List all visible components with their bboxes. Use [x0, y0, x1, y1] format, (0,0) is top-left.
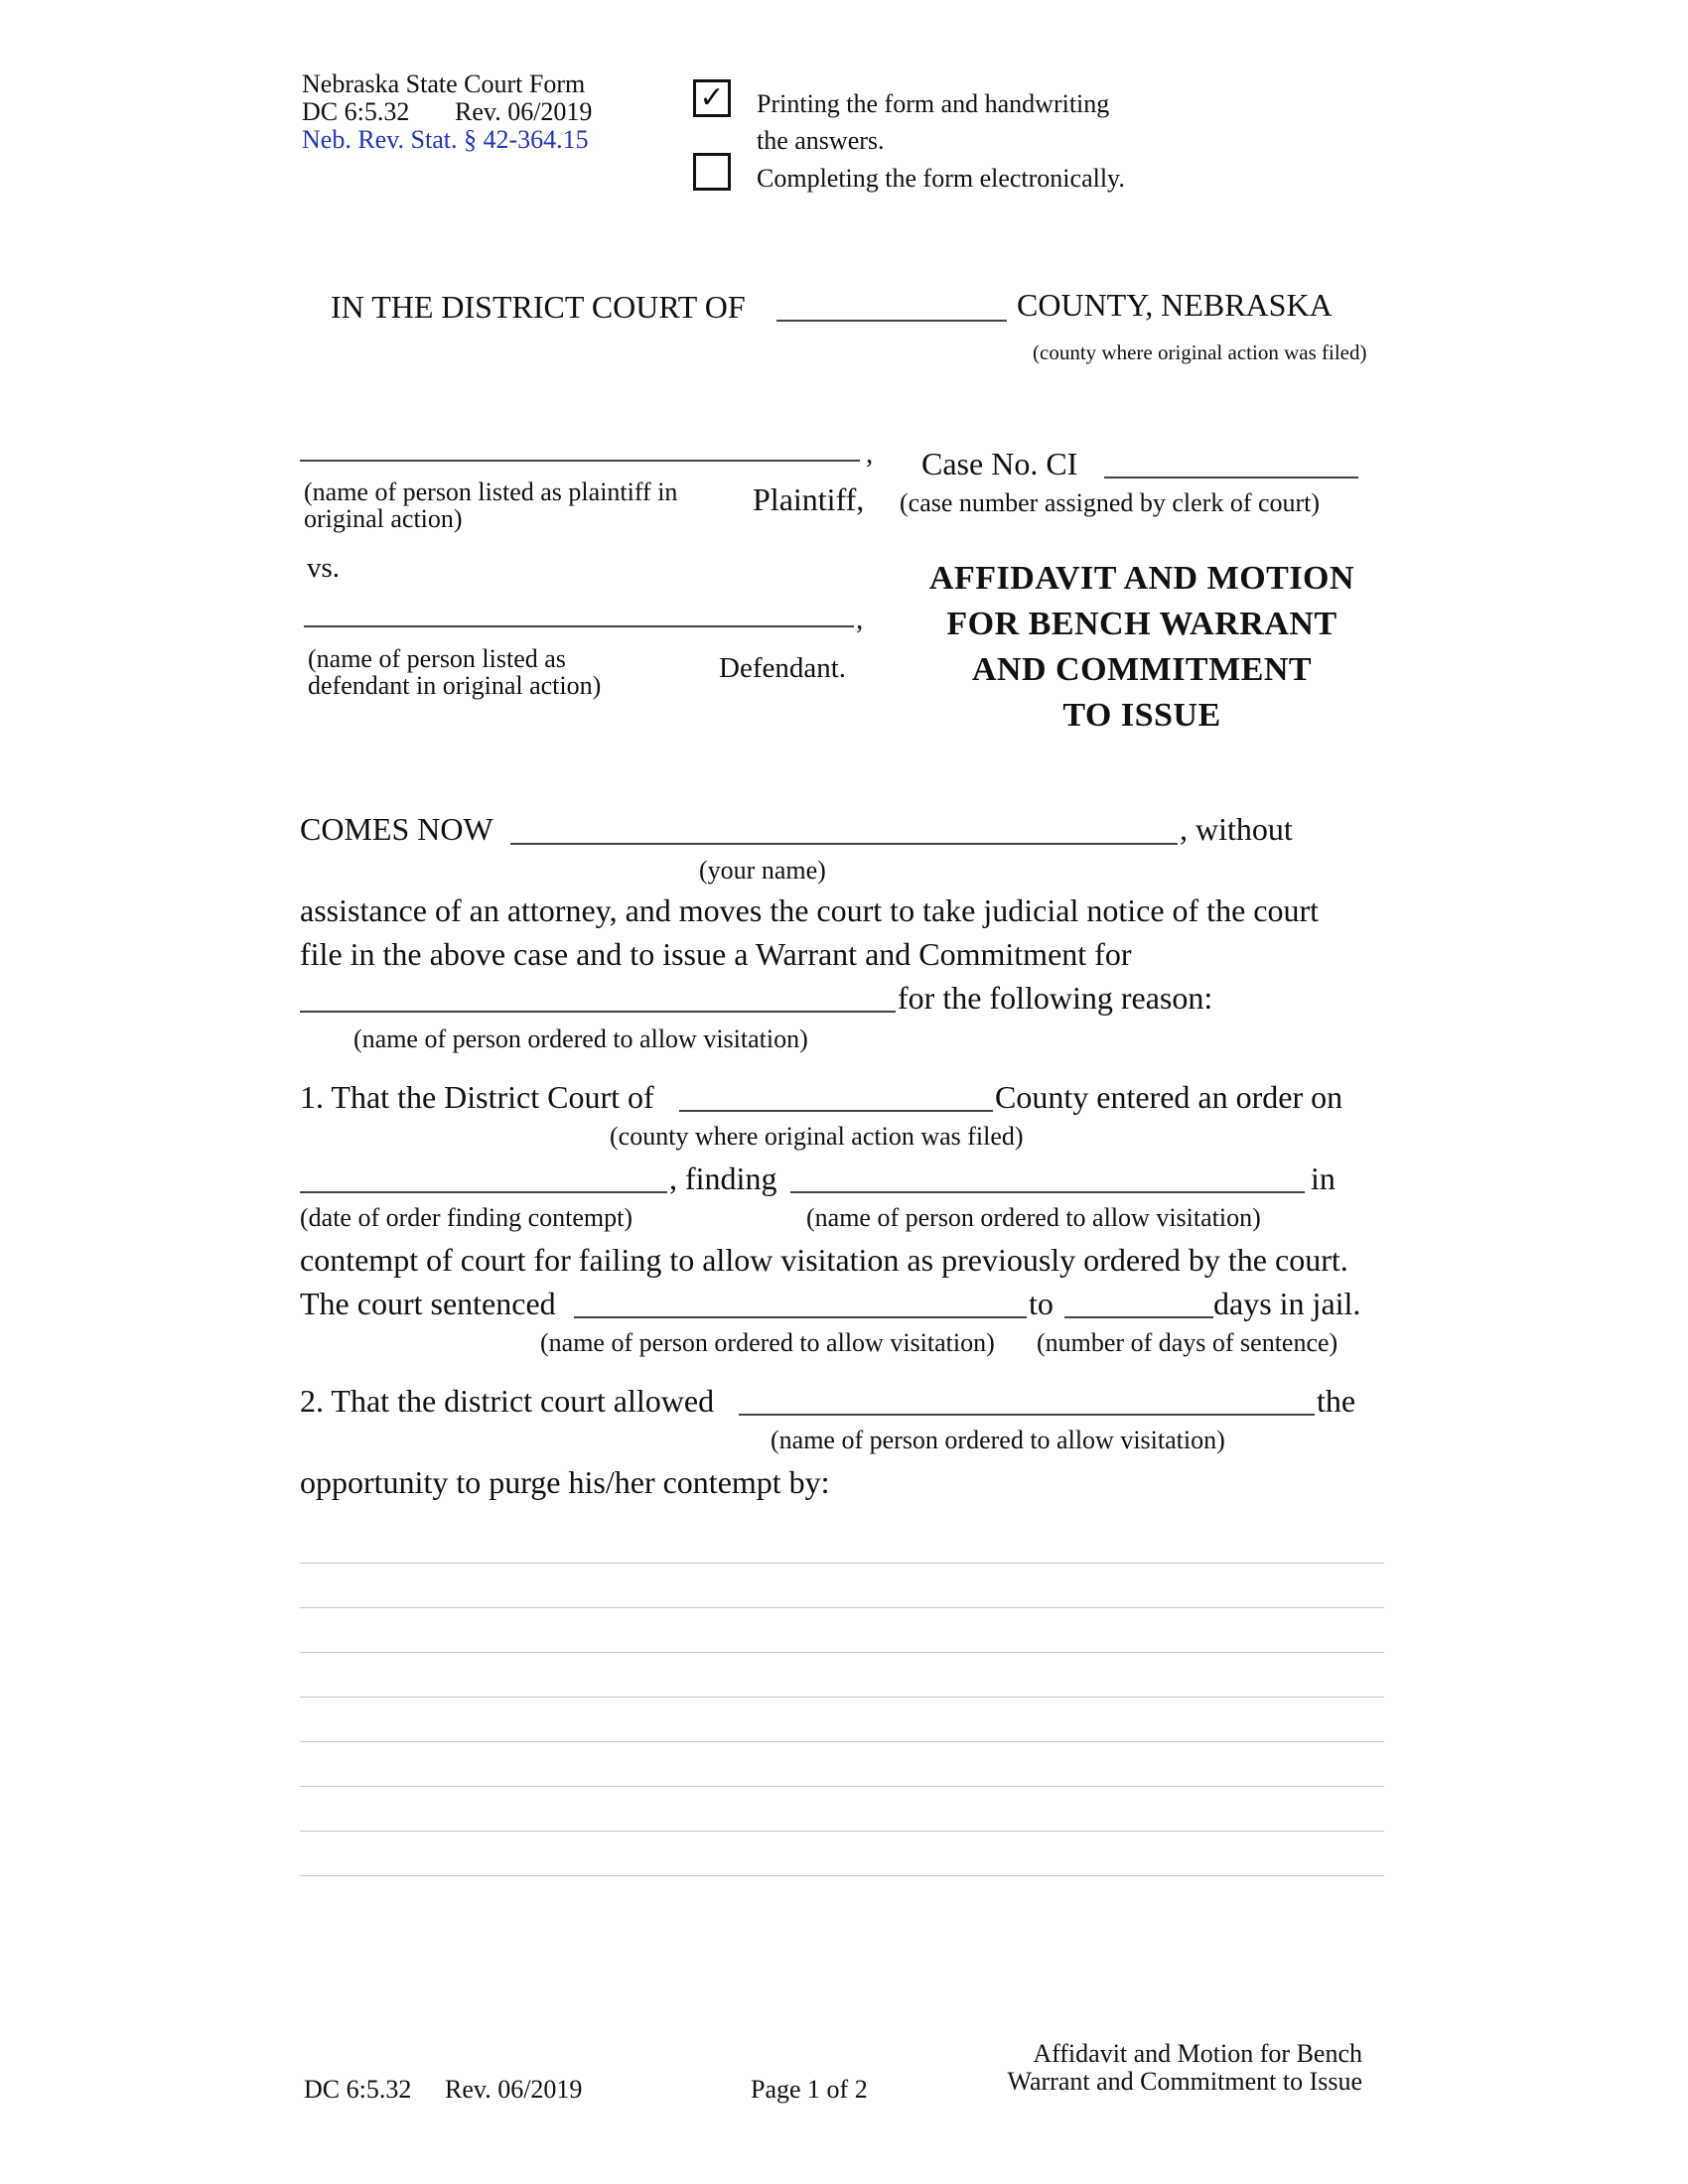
defendant-name-field[interactable]: [304, 625, 854, 627]
days-in-jail-label: days in jail.: [1213, 1286, 1361, 1321]
plaintiff-name-field[interactable]: [300, 460, 860, 462]
sentenced-label: The court sentenced: [300, 1286, 556, 1321]
footer-title-line-2: Warrant and Commitment to Issue: [1007, 2067, 1362, 2096]
without-label: , without: [1180, 811, 1293, 847]
to-label: to: [1029, 1286, 1054, 1321]
court-suffix: COUNTY, NEBRASKA: [1017, 287, 1333, 323]
electronic-checkbox[interactable]: [693, 153, 731, 191]
county-field[interactable]: [776, 320, 1007, 322]
county-hint: (county where original action was filed): [1033, 341, 1367, 364]
order-date-field[interactable]: [300, 1191, 667, 1193]
purge-person-field[interactable]: [739, 1414, 1315, 1416]
p1-start: 1. That the District Court of: [300, 1079, 654, 1115]
order-date-hint: (date of order finding contempt): [300, 1203, 633, 1232]
title-line: FOR BENCH WARRANT: [946, 606, 1337, 642]
write-line[interactable]: [300, 1607, 1384, 1608]
form-code: DC 6:5.32: [302, 97, 410, 126]
warrant-person-field[interactable]: [300, 1011, 896, 1013]
plaintiff-hint: (name of person listed as plaintiff in original action): [304, 478, 678, 533]
purge-label: opportunity to purge his/her contempt by:: [300, 1464, 830, 1500]
purge-person-hint: (name of person ordered to allow visitation): [771, 1426, 1225, 1454]
days-field[interactable]: [1064, 1316, 1213, 1318]
statute-link[interactable]: Neb. Rev. Stat. § 42-364.15: [302, 125, 589, 154]
p1-county-entered: County entered an order on: [995, 1079, 1343, 1115]
case-number-field[interactable]: [1104, 477, 1358, 478]
sentenced-person-field[interactable]: [574, 1316, 1027, 1318]
print-handwrite-label-cont: the answers.: [757, 126, 885, 155]
warrant-person-hint: (name of person ordered to allow visitation): [353, 1024, 808, 1053]
plaintiff-label: Plaintiff,: [753, 481, 865, 517]
defendant-comma: ,: [856, 604, 864, 635]
write-line[interactable]: [300, 1563, 1384, 1564]
write-line[interactable]: [300, 1741, 1384, 1742]
p1-county-hint: (county where original action was filed): [610, 1122, 1024, 1151]
contempt-person-field[interactable]: [790, 1191, 1305, 1193]
form-revision: Rev. 06/2019: [455, 97, 593, 126]
write-line[interactable]: [300, 1875, 1384, 1876]
print-handwrite-checkbox[interactable]: [693, 79, 731, 117]
comes-now-label: COMES NOW: [300, 811, 493, 847]
your-name-hint: (your name): [699, 856, 826, 885]
document-title: [874, 556, 1410, 739]
print-handwrite-label: Printing the form and handwriting: [757, 89, 1110, 118]
court-prefix: IN THE DISTRICT COURT OF: [331, 289, 746, 325]
plaintiff-comma: ,: [866, 438, 874, 470]
title-line: AND COMMITMENT: [971, 651, 1313, 688]
contempt-line: contempt of court for failing to allow visitation as previously ordered by the court.: [300, 1242, 1348, 1278]
defendant-hint: (name of person listed as defendant in original action): [308, 644, 602, 700]
title-line: TO ISSUE: [1062, 697, 1221, 734]
title-line: AFFIDAVIT AND MOTION: [928, 560, 1355, 597]
checkmark-icon: ✓: [699, 80, 725, 115]
in-label: in: [1311, 1160, 1336, 1196]
days-hint: (number of days of sentence): [1037, 1328, 1338, 1357]
body-line-3: file in the above case and to issue a Warrant and Commitment for: [300, 936, 1132, 972]
finding-label: , finding: [669, 1160, 777, 1196]
sentenced-person-hint: (name of person ordered to allow visitation): [540, 1328, 995, 1357]
footer-form-code: DC 6:5.32: [304, 2075, 412, 2104]
the-label: the: [1317, 1383, 1356, 1419]
write-line[interactable]: [300, 1697, 1384, 1698]
your-name-field[interactable]: [510, 843, 1178, 845]
p1-county-field[interactable]: [679, 1110, 993, 1112]
contempt-person-hint: (name of person ordered to allow visitation): [806, 1203, 1261, 1232]
footer-page-number: Page 1 of 2: [751, 2075, 868, 2104]
footer-title-line-1: Affidavit and Motion for Bench: [1033, 2039, 1362, 2068]
for-reason-label: for the following reason:: [898, 980, 1213, 1016]
write-line[interactable]: [300, 1786, 1384, 1787]
p2-start: 2. That the district court allowed: [300, 1383, 715, 1419]
body-line-2: assistance of an attorney, and moves the court to take judicial notice of the court: [300, 892, 1320, 928]
write-line[interactable]: [300, 1831, 1384, 1832]
defendant-label: Defendant.: [719, 652, 847, 684]
form-name: Nebraska State Court Form: [302, 69, 586, 98]
electronic-label: Completing the form electronically.: [757, 164, 1125, 193]
write-line[interactable]: [300, 1652, 1384, 1653]
versus-label: vs.: [307, 552, 341, 584]
case-number-label: Case No. CI: [921, 446, 1078, 481]
footer-revision: Rev. 06/2019: [445, 2075, 583, 2104]
case-number-hint: (case number assigned by clerk of court): [900, 488, 1321, 517]
